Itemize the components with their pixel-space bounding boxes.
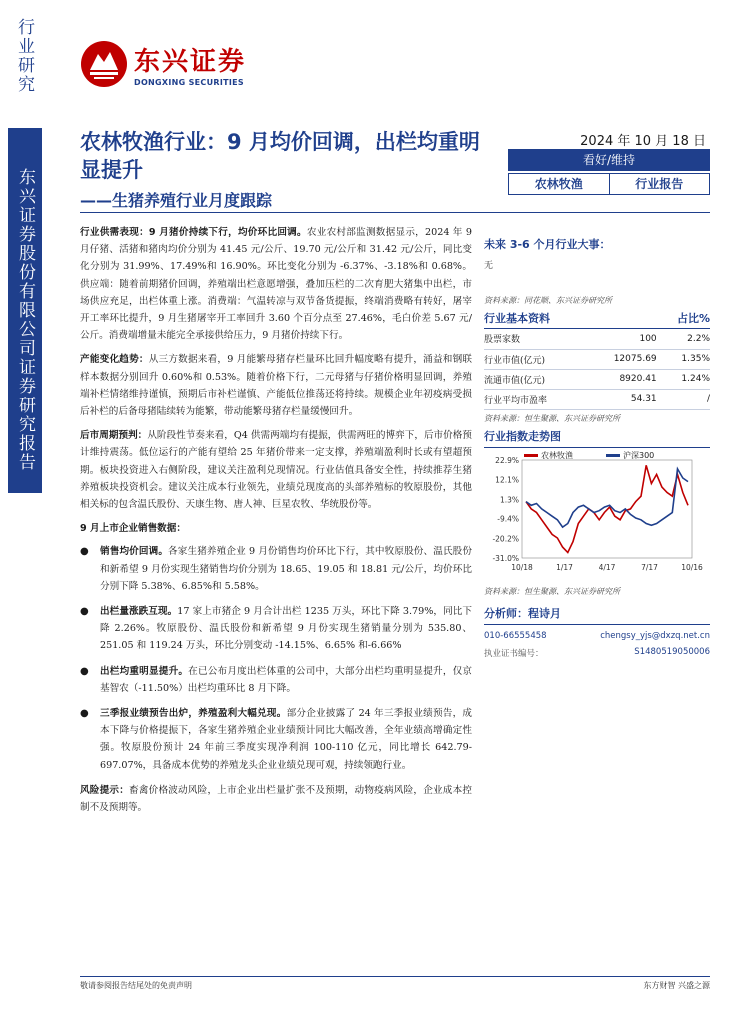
capacity-paragraph xyxy=(80,351,472,420)
chart-legend-label: 沪深300 xyxy=(623,450,655,460)
table-row xyxy=(484,349,710,369)
bullet-dot-icon: ● xyxy=(80,708,89,720)
logo-en-text: DONGXING SECURITIES xyxy=(134,78,244,87)
source-note: 资料来源：恒生聚源、东兴证券研究所 xyxy=(484,586,620,596)
bullet-head: 三季报业绩预告出炉，养殖盈利大幅兑现。 xyxy=(100,708,287,720)
bullet-text: 在已公布月度出栏体重的公司中，大部分出栏均重明显提升，仅京基智农（-11.50%）出栏均重环比 8 月下降。 xyxy=(100,665,473,694)
chart-legend-swatch xyxy=(524,454,538,457)
basic-info-title: 行业基本资料 xyxy=(484,312,550,325)
analyst-cert-label: 执业证书编号： xyxy=(484,648,544,659)
analyst-contact xyxy=(484,631,710,641)
bullet-item xyxy=(80,663,472,697)
sidebar-category-label: 行业研究 xyxy=(14,18,34,94)
chart-legend-label: 农林牧渔 xyxy=(541,450,573,460)
analyst-title: 分析师：程诗月 xyxy=(484,605,710,625)
report-type: 行业报告 xyxy=(610,173,711,195)
main-body xyxy=(80,224,472,823)
table-cell-value: 100 xyxy=(584,329,665,349)
index-chart-svg xyxy=(484,448,710,586)
right-column xyxy=(484,224,710,659)
events-body: 无 xyxy=(484,261,494,271)
table-cell-value: 54.31 xyxy=(584,389,665,409)
basic-info-header xyxy=(484,310,710,329)
table-cell-value: 8920.41 xyxy=(584,369,665,389)
bullet-item xyxy=(80,543,472,595)
analyst-phone: 010-66555458 xyxy=(484,630,547,641)
outlook-paragraph xyxy=(80,427,472,513)
sidebar-company-label: 东兴证券股份有限公司证券研究报告 xyxy=(15,168,35,472)
page-title: 农林牧渔行业：9 月均价回调，出栏均重明显提升 xyxy=(80,130,480,182)
report-date: 2024 年 10 月 18 日 xyxy=(508,128,710,150)
risk-head: 风险提示： xyxy=(80,784,130,796)
events-title: 未来 3-6 个月行业大事： xyxy=(484,238,611,251)
report-info-box xyxy=(508,128,710,195)
source-note: 资料来源：同花顺、东兴证券研究所 xyxy=(484,296,612,305)
source-note: 资料来源：恒生聚源、东兴证券研究所 xyxy=(484,413,620,423)
footer-slogan: 东方财智 兴盛之源 xyxy=(643,981,710,990)
capacity-body: 从三方数据来看，9 月能繁母猪存栏量环比回升幅度略有提升，涌益和钢联样本数据分别回升 0.60%和 0.53%。随着价格下行，二元母猪与仔猪价格明显回调，养殖端补栏情绪维持谨慎，预期后市补栏谨慎、产能低位推荡还将持续。规模企业年初疫病受损后补栏的后备母猪陆续转为能繁，带动能繁母猪存栏量缓慢回升。 xyxy=(80,354,472,418)
page-subtitle: ——生猪养殖行业月度跟踪 xyxy=(80,191,273,210)
chart-x-tick-label: 10/16 xyxy=(681,562,703,572)
index-chart xyxy=(484,448,710,586)
analyst-email: chengsy_yjs@dxzq.net.cn xyxy=(600,630,710,641)
chart-y-tick-label: 1.3% xyxy=(499,494,519,504)
table-cell-name: 流通市值(亿元) xyxy=(484,369,584,389)
table-cell-pct: 1.35% xyxy=(665,349,710,369)
bullet-head: 出栏均重明显提升。 xyxy=(100,665,189,677)
footer-disclaimer: 敬请参阅报告结尾处的免责声明 xyxy=(80,981,192,990)
sidebar-category xyxy=(8,18,42,118)
basic-info-share-label: 占比% xyxy=(676,312,710,325)
chart-y-tick-label: -31.0% xyxy=(492,553,519,563)
supply-demand-body: 农业农村部监测数据显示，2024 年 9 月仔猪、活猪和猪肉均价分别为 41.45 元/公斤、19.70 元/公斤和 31.42 元/公斤，同比变化分别为 31.99%、17.49%和 16.90%。环比变化分别为 -6.37%、-3.18%和 0.68%。供应端：随着前期猪价回调，养殖端出栏意愿增强，叠加压栏的二次育肥大猪集中出栏，市场供应充足，出栏体重上涨。消费端：气温转凉与双节备货提振，终端消费略有转好，屠宰开工率环比提升，9 月生猪屠宰开工率回升 3.60 个百分点至 27.46%，毛白价差 5.67 元/公斤。消费端增量未能完全承接供给压力，9 月猪价持续下行。 xyxy=(80,227,472,342)
bullet-text: 各家生猪养殖企业 9 月份销售均价环比下行，其中牧原股份、温氏股份和新希望 9 月份实现生猪销售均价分别为 18.65、19.05 和 18.81 元/公斤，均价环比分别下降 5.38%、6.85%和 5.58%。 xyxy=(100,546,473,592)
table-cell-pct: 2.2% xyxy=(665,329,710,349)
bullet-head: 出栏量涨跌互现。 xyxy=(100,606,178,618)
table-cell-name: 股票家数 xyxy=(484,329,584,349)
bullet-dot-icon: ● xyxy=(80,665,89,677)
company-logo xyxy=(80,40,246,88)
bullet-item xyxy=(80,603,472,655)
chart-y-tick-label: 22.9% xyxy=(495,455,519,465)
bullet-item xyxy=(80,705,472,774)
outlook-head: 后市周期预判： xyxy=(80,430,148,442)
chart-legend-swatch xyxy=(606,454,620,457)
outlook-body: 从阶段性节奏来看，Q4 供需两端均有提振，供需两旺的博弈下，后市价格预计维持震荡。低位运行的产能有望给 25 年猪价带来一定支撑，养殖端盈利时长或有望超预期。板块投资进入右侧阶段，建议关注盈利兑现情况。行业估值具备安全性，持续推荐生猪养殖板块投资机会。建议关注成本行业领先，业绩兑现度高的头部养殖标的牧原股份，其他相关标的包含温氏股份、天康生物、唐人神、巨星农牧、华统股份等。 xyxy=(80,430,472,511)
analyst-cert-row xyxy=(484,647,710,659)
sales-section-head: 9 月上市企业销售数据： xyxy=(80,523,186,535)
supply-demand-head: 行业供需表现：9 月猪价持续下行，均价环比回调。 xyxy=(80,227,307,238)
chart-series-line xyxy=(526,468,688,526)
chart-x-tick-label: 4/17 xyxy=(598,562,616,572)
risk-body: 畜禽价格波动风险，上市企业出栏量扩张不及预期，动物疫病风险，企业成本控制不及预期等。 xyxy=(80,784,473,814)
index-chart-title: 行业指数走势图 xyxy=(484,428,710,448)
title-divider xyxy=(80,212,710,213)
risk-paragraph xyxy=(80,782,472,816)
bullet-dot-icon: ● xyxy=(80,546,89,558)
table-cell-pct: / xyxy=(665,389,710,409)
chart-x-tick-label: 1/17 xyxy=(556,562,573,572)
chart-x-tick-label: 10/18 xyxy=(511,562,533,572)
chart-y-tick-label: -9.4% xyxy=(497,514,519,524)
table-cell-value: 12075.69 xyxy=(584,349,665,369)
bullet-head: 销售均价回调。 xyxy=(100,546,169,558)
table-cell-name: 行业市值(亿元) xyxy=(484,349,584,369)
sidebar-company-band xyxy=(8,128,42,493)
analyst-cert: S1480519050006 xyxy=(634,646,710,657)
chart-y-tick-label: -20.2% xyxy=(492,533,519,543)
table-row xyxy=(484,329,710,349)
bullet-text: 部分企业披露了 24 年三季报业绩预告，成本下降与价格提振下，各家生猪养殖企业业绩预计同比大幅改善，全年业绩高增确定性强。牧原股份预计 24 年前三季度实现净利润 100-110 亿元，同比增长 642.79-697.07%，具备成本优势的养殖龙头企业业绩兑现可观，持续领跑行业。 xyxy=(100,708,473,771)
capacity-head: 产能变化趋势： xyxy=(80,354,149,366)
bullet-dot-icon: ● xyxy=(80,606,89,618)
table-cell-pct: 1.24% xyxy=(665,369,710,389)
report-rating: 看好/维持 xyxy=(508,150,710,171)
logo-cn-text: 东兴证券 xyxy=(134,47,247,77)
table-row xyxy=(484,369,710,389)
table-cell-name: 行业平均市盈率 xyxy=(484,389,584,409)
chart-series-line xyxy=(526,465,688,552)
chart-x-tick-label: 7/17 xyxy=(641,562,658,572)
supply-demand-paragraph xyxy=(80,224,472,344)
table-row xyxy=(484,389,710,409)
chart-y-tick-label: 12.1% xyxy=(495,475,519,485)
bullet-text: 17 家上市猪企 9 月合计出栏 1235 万头，环比下降 3.79%，同比下降 2.26%。牧原股份、温氏股份和新希望 9 月份实现生猪销量分别为 535.80、251.05 和 119.24 万头，环比分别变动 -14.15%、6.65% 和-6.66% xyxy=(100,606,472,652)
logo-mark-icon xyxy=(80,40,128,88)
footer-divider xyxy=(80,976,710,977)
report-industry: 农林牧渔 xyxy=(508,173,610,195)
basic-info-table xyxy=(484,329,710,410)
